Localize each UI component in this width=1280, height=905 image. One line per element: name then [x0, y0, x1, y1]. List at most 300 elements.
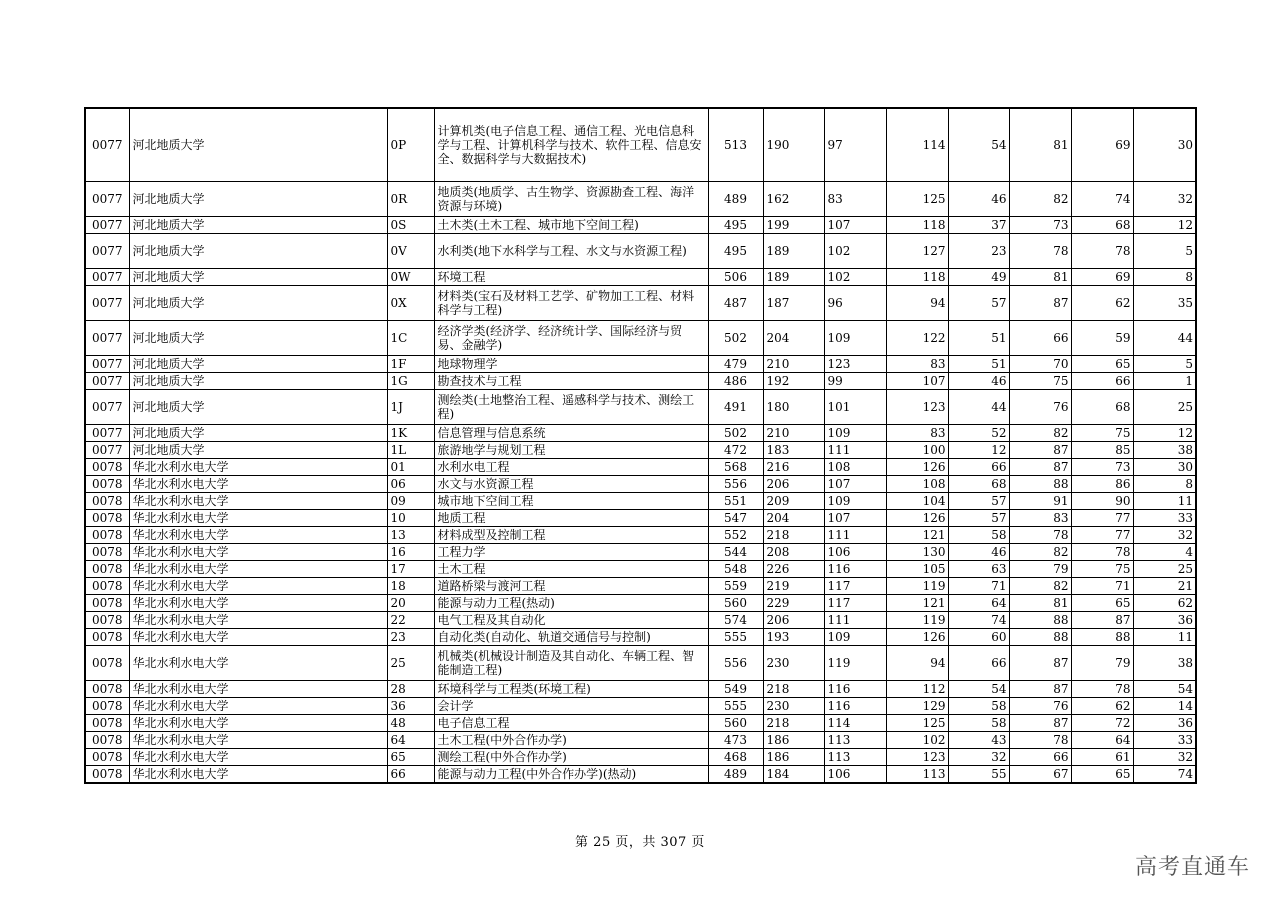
- table-row: [85, 442, 1196, 459]
- major-code-cell: 1C: [387, 321, 434, 356]
- score-cell: 552: [708, 527, 763, 544]
- score-cell: 119: [886, 612, 948, 629]
- table-row: [85, 646, 1196, 681]
- score-cell: 4: [1133, 544, 1196, 561]
- score-cell: 506: [708, 269, 763, 286]
- score-cell: 489: [708, 766, 763, 784]
- score-cell: 209: [763, 493, 824, 510]
- score-cell: 25: [1133, 390, 1196, 425]
- score-cell: 502: [708, 321, 763, 356]
- table-row: [85, 629, 1196, 646]
- score-cell: 87: [1009, 442, 1071, 459]
- score-cell: 486: [708, 373, 763, 390]
- score-cell: 125: [886, 182, 948, 217]
- school-code-cell: 0078: [85, 749, 129, 766]
- score-cell: 183: [763, 442, 824, 459]
- score-cell: 66: [1071, 373, 1133, 390]
- score-cell: 114: [824, 715, 886, 732]
- score-cell: 65: [1071, 766, 1133, 784]
- score-cell: 88: [1009, 612, 1071, 629]
- major-name-cell: 工程力学: [434, 544, 708, 561]
- page-number: 第 25 页，共 307 页: [575, 835, 705, 850]
- score-cell: 102: [824, 234, 886, 269]
- school-code-cell: 0078: [85, 715, 129, 732]
- score-cell: 107: [886, 373, 948, 390]
- score-cell: 68: [948, 476, 1009, 493]
- school-name-cell: 华北水利水电大学: [129, 510, 387, 527]
- score-cell: 544: [708, 544, 763, 561]
- score-cell: 83: [886, 356, 948, 373]
- score-cell: 83: [1009, 510, 1071, 527]
- score-cell: 184: [763, 766, 824, 784]
- score-cell: 204: [763, 510, 824, 527]
- score-cell: 38: [1133, 442, 1196, 459]
- score-cell: 51: [948, 356, 1009, 373]
- score-cell: 83: [886, 425, 948, 442]
- score-cell: 25: [1133, 561, 1196, 578]
- major-code-cell: 06: [387, 476, 434, 493]
- major-name-cell: 测绘工程(中外合作办学): [434, 749, 708, 766]
- score-cell: 479: [708, 356, 763, 373]
- score-cell: 119: [886, 578, 948, 595]
- major-code-cell: 18: [387, 578, 434, 595]
- school-code-cell: 0078: [85, 629, 129, 646]
- score-cell: 107: [824, 476, 886, 493]
- watermark-logo: 高考直通车: [1134, 855, 1250, 880]
- score-cell: 118: [886, 217, 948, 234]
- school-name-cell: 华北水利水电大学: [129, 595, 387, 612]
- school-code-cell: 0078: [85, 493, 129, 510]
- table-row: [85, 561, 1196, 578]
- score-cell: 112: [886, 681, 948, 698]
- score-cell: 68: [1071, 390, 1133, 425]
- school-code-cell: 0078: [85, 732, 129, 749]
- score-cell: 121: [886, 595, 948, 612]
- score-cell: 111: [824, 612, 886, 629]
- score-cell: 12: [1133, 425, 1196, 442]
- score-cell: 472: [708, 442, 763, 459]
- table-row: [85, 459, 1196, 476]
- score-cell: 78: [1009, 732, 1071, 749]
- major-code-cell: 13: [387, 527, 434, 544]
- score-cell: 218: [763, 715, 824, 732]
- major-code-cell: 09: [387, 493, 434, 510]
- school-code-cell: 0077: [85, 356, 129, 373]
- score-cell: 199: [763, 217, 824, 234]
- school-name-cell: 华北水利水电大学: [129, 612, 387, 629]
- score-cell: 77: [1071, 510, 1133, 527]
- major-name-cell: 材料类(宝石及材料工艺学、矿物加工工程、材料科学与工程): [434, 286, 708, 321]
- score-cell: 123: [886, 390, 948, 425]
- score-cell: 36: [1133, 612, 1196, 629]
- score-cell: 468: [708, 749, 763, 766]
- score-cell: 81: [1009, 269, 1071, 286]
- score-cell: 60: [948, 629, 1009, 646]
- score-cell: 125: [886, 715, 948, 732]
- score-cell: 116: [824, 698, 886, 715]
- score-cell: 85: [1071, 442, 1133, 459]
- major-code-cell: 20: [387, 595, 434, 612]
- score-cell: 69: [1071, 269, 1133, 286]
- school-name-cell: 河北地质大学: [129, 217, 387, 234]
- score-cell: 226: [763, 561, 824, 578]
- score-cell: 208: [763, 544, 824, 561]
- major-name-cell: 地质工程: [434, 510, 708, 527]
- table-row: [85, 527, 1196, 544]
- score-cell: 210: [763, 356, 824, 373]
- score-cell: 71: [948, 578, 1009, 595]
- score-cell: 87: [1009, 286, 1071, 321]
- table-row: [85, 766, 1196, 784]
- school-code-cell: 0078: [85, 612, 129, 629]
- major-code-cell: 48: [387, 715, 434, 732]
- score-cell: 180: [763, 390, 824, 425]
- school-code-cell: 0077: [85, 442, 129, 459]
- score-cell: 556: [708, 646, 763, 681]
- score-cell: 75: [1071, 561, 1133, 578]
- score-cell: 58: [948, 527, 1009, 544]
- score-cell: 109: [824, 321, 886, 356]
- score-cell: 72: [1071, 715, 1133, 732]
- score-cell: 118: [886, 269, 948, 286]
- table-row: [85, 356, 1196, 373]
- score-cell: 62: [1071, 698, 1133, 715]
- score-cell: 57: [948, 510, 1009, 527]
- score-cell: 81: [1009, 108, 1071, 182]
- score-cell: 162: [763, 182, 824, 217]
- score-cell: 82: [1009, 578, 1071, 595]
- score-cell: 116: [824, 561, 886, 578]
- score-cell: 62: [1071, 286, 1133, 321]
- score-cell: 107: [824, 510, 886, 527]
- score-cell: 11: [1133, 493, 1196, 510]
- school-code-cell: 0078: [85, 459, 129, 476]
- table-row: [85, 749, 1196, 766]
- major-code-cell: 0V: [387, 234, 434, 269]
- school-name-cell: 华北水利水电大学: [129, 715, 387, 732]
- score-cell: 32: [1133, 749, 1196, 766]
- score-cell: 46: [948, 182, 1009, 217]
- major-code-cell: 1J: [387, 390, 434, 425]
- school-code-cell: 0078: [85, 527, 129, 544]
- score-cell: 186: [763, 749, 824, 766]
- score-cell: 491: [708, 390, 763, 425]
- school-name-cell: 河北地质大学: [129, 234, 387, 269]
- score-cell: 30: [1133, 108, 1196, 182]
- score-cell: 38: [1133, 646, 1196, 681]
- score-cell: 87: [1009, 646, 1071, 681]
- major-name-cell: 能源与动力工程(中外合作办学)(热动): [434, 766, 708, 784]
- major-code-cell: 0R: [387, 182, 434, 217]
- score-cell: 14: [1133, 698, 1196, 715]
- major-name-cell: 会计学: [434, 698, 708, 715]
- score-cell: 113: [824, 749, 886, 766]
- score-cell: 74: [1133, 766, 1196, 784]
- score-cell: 495: [708, 234, 763, 269]
- school-name-cell: 华北水利水电大学: [129, 561, 387, 578]
- score-cell: 65: [1071, 356, 1133, 373]
- score-cell: 43: [948, 732, 1009, 749]
- score-cell: 66: [1009, 321, 1071, 356]
- major-code-cell: 0P: [387, 108, 434, 182]
- score-cell: 551: [708, 493, 763, 510]
- score-cell: 78: [1009, 527, 1071, 544]
- score-cell: 83: [824, 182, 886, 217]
- major-name-cell: 电气工程及其自动化: [434, 612, 708, 629]
- score-cell: 74: [948, 612, 1009, 629]
- score-cell: 12: [948, 442, 1009, 459]
- major-code-cell: 36: [387, 698, 434, 715]
- major-name-cell: 地球物理学: [434, 356, 708, 373]
- score-cell: 109: [824, 425, 886, 442]
- score-cell: 23: [948, 234, 1009, 269]
- score-cell: 82: [1009, 425, 1071, 442]
- score-cell: 126: [886, 459, 948, 476]
- major-code-cell: 10: [387, 510, 434, 527]
- major-code-cell: 65: [387, 749, 434, 766]
- score-cell: 206: [763, 476, 824, 493]
- school-code-cell: 0077: [85, 234, 129, 269]
- table-row: [85, 732, 1196, 749]
- school-code-cell: 0077: [85, 321, 129, 356]
- score-cell: 204: [763, 321, 824, 356]
- score-cell: 113: [824, 732, 886, 749]
- score-cell: 127: [886, 234, 948, 269]
- school-name-cell: 华北水利水电大学: [129, 732, 387, 749]
- score-cell: 32: [1133, 527, 1196, 544]
- table-row: [85, 612, 1196, 629]
- score-cell: 230: [763, 646, 824, 681]
- score-cell: 189: [763, 234, 824, 269]
- score-cell: 230: [763, 698, 824, 715]
- score-cell: 63: [948, 561, 1009, 578]
- score-cell: 54: [1133, 681, 1196, 698]
- major-name-cell: 勘查技术与工程: [434, 373, 708, 390]
- score-cell: 30: [1133, 459, 1196, 476]
- score-cell: 8: [1133, 476, 1196, 493]
- score-cell: 82: [1009, 182, 1071, 217]
- major-name-cell: 电子信息工程: [434, 715, 708, 732]
- school-name-cell: 华北水利水电大学: [129, 493, 387, 510]
- major-name-cell: 水文与水资源工程: [434, 476, 708, 493]
- score-cell: 12: [1133, 217, 1196, 234]
- major-code-cell: 16: [387, 544, 434, 561]
- score-cell: 44: [1133, 321, 1196, 356]
- table-row: [85, 390, 1196, 425]
- score-cell: 129: [886, 698, 948, 715]
- table-row: [85, 425, 1196, 442]
- table-row: [85, 681, 1196, 698]
- major-name-cell: 水利类(地下水科学与工程、水文与水资源工程): [434, 234, 708, 269]
- score-cell: 104: [886, 493, 948, 510]
- score-cell: 555: [708, 698, 763, 715]
- school-code-cell: 0077: [85, 269, 129, 286]
- school-name-cell: 华北水利水电大学: [129, 646, 387, 681]
- school-name-cell: 河北地质大学: [129, 356, 387, 373]
- score-cell: 58: [948, 715, 1009, 732]
- score-cell: 71: [1071, 578, 1133, 595]
- table-body: [85, 108, 1196, 783]
- school-name-cell: 华北水利水电大学: [129, 578, 387, 595]
- major-name-cell: 土木工程(中外合作办学): [434, 732, 708, 749]
- score-cell: 51: [948, 321, 1009, 356]
- major-name-cell: 环境工程: [434, 269, 708, 286]
- score-cell: 5: [1133, 356, 1196, 373]
- score-cell: 87: [1071, 612, 1133, 629]
- school-code-cell: 0078: [85, 578, 129, 595]
- score-cell: 88: [1071, 629, 1133, 646]
- score-cell: 74: [1071, 182, 1133, 217]
- score-cell: 88: [1009, 629, 1071, 646]
- school-name-cell: 华北水利水电大学: [129, 766, 387, 784]
- score-cell: 495: [708, 217, 763, 234]
- major-name-cell: 旅游地学与规划工程: [434, 442, 708, 459]
- table-row: [85, 698, 1196, 715]
- score-cell: 78: [1071, 234, 1133, 269]
- major-code-cell: 22: [387, 612, 434, 629]
- score-cell: 559: [708, 578, 763, 595]
- major-code-cell: 28: [387, 681, 434, 698]
- score-cell: 67: [1009, 766, 1071, 784]
- major-code-cell: 1L: [387, 442, 434, 459]
- score-cell: 126: [886, 510, 948, 527]
- major-name-cell: 测绘类(土地整治工程、遥感科学与技术、测绘工程): [434, 390, 708, 425]
- score-cell: 1: [1133, 373, 1196, 390]
- score-cell: 123: [824, 356, 886, 373]
- school-code-cell: 0078: [85, 698, 129, 715]
- major-code-cell: 0S: [387, 217, 434, 234]
- school-name-cell: 华北水利水电大学: [129, 476, 387, 493]
- score-cell: 49: [948, 269, 1009, 286]
- score-cell: 105: [886, 561, 948, 578]
- school-name-cell: 华北水利水电大学: [129, 749, 387, 766]
- score-cell: 489: [708, 182, 763, 217]
- table-row: [85, 234, 1196, 269]
- score-cell: 574: [708, 612, 763, 629]
- score-cell: 229: [763, 595, 824, 612]
- school-name-cell: 河北地质大学: [129, 390, 387, 425]
- school-name-cell: 华北水利水电大学: [129, 629, 387, 646]
- score-cell: 121: [886, 527, 948, 544]
- score-cell: 487: [708, 286, 763, 321]
- score-cell: 187: [763, 286, 824, 321]
- score-cell: 57: [948, 286, 1009, 321]
- major-name-cell: 材料成型及控制工程: [434, 527, 708, 544]
- school-code-cell: 0078: [85, 595, 129, 612]
- score-cell: 111: [824, 527, 886, 544]
- score-cell: 76: [1009, 390, 1071, 425]
- score-cell: 73: [1009, 217, 1071, 234]
- major-name-cell: 经济学类(经济学、经济统计学、国际经济与贸易、金融学): [434, 321, 708, 356]
- score-cell: 126: [886, 629, 948, 646]
- school-name-cell: 河北地质大学: [129, 108, 387, 182]
- score-cell: 107: [824, 217, 886, 234]
- score-cell: 66: [1009, 749, 1071, 766]
- score-cell: 106: [824, 544, 886, 561]
- major-name-cell: 信息管理与信息系统: [434, 425, 708, 442]
- table-row: [85, 510, 1196, 527]
- score-cell: 62: [1133, 595, 1196, 612]
- score-cell: 216: [763, 459, 824, 476]
- school-name-cell: 河北地质大学: [129, 182, 387, 217]
- score-cell: 78: [1009, 234, 1071, 269]
- score-cell: 99: [824, 373, 886, 390]
- score-cell: 66: [948, 459, 1009, 476]
- school-name-cell: 河北地质大学: [129, 442, 387, 459]
- table-row: [85, 476, 1196, 493]
- score-cell: 57: [948, 493, 1009, 510]
- score-cell: 502: [708, 425, 763, 442]
- score-cell: 108: [886, 476, 948, 493]
- major-name-cell: 土木类(土木工程、城市地下空间工程): [434, 217, 708, 234]
- score-cell: 54: [948, 681, 1009, 698]
- score-cell: 77: [1071, 527, 1133, 544]
- school-name-cell: 河北地质大学: [129, 321, 387, 356]
- score-cell: 560: [708, 715, 763, 732]
- major-name-cell: 环境科学与工程类(环境工程): [434, 681, 708, 698]
- major-name-cell: 城市地下空间工程: [434, 493, 708, 510]
- score-cell: 11: [1133, 629, 1196, 646]
- score-cell: 86: [1071, 476, 1133, 493]
- school-name-cell: 华北水利水电大学: [129, 681, 387, 698]
- major-name-cell: 道路桥梁与渡河工程: [434, 578, 708, 595]
- school-name-cell: 河北地质大学: [129, 286, 387, 321]
- score-cell: 560: [708, 595, 763, 612]
- score-cell: 21: [1133, 578, 1196, 595]
- table-row: [85, 108, 1196, 182]
- score-cell: 547: [708, 510, 763, 527]
- major-code-cell: 1F: [387, 356, 434, 373]
- score-cell: 78: [1071, 544, 1133, 561]
- score-cell: 108: [824, 459, 886, 476]
- table-row: [85, 217, 1196, 234]
- score-cell: 79: [1071, 646, 1133, 681]
- major-code-cell: 0X: [387, 286, 434, 321]
- school-code-cell: 0077: [85, 286, 129, 321]
- table-row: [85, 286, 1196, 321]
- score-cell: 513: [708, 108, 763, 182]
- score-cell: 61: [1071, 749, 1133, 766]
- major-code-cell: 1K: [387, 425, 434, 442]
- score-cell: 189: [763, 269, 824, 286]
- school-code-cell: 0078: [85, 544, 129, 561]
- score-cell: 55: [948, 766, 1009, 784]
- school-code-cell: 0077: [85, 373, 129, 390]
- major-name-cell: 计算机类(电子信息工程、通信工程、光电信息科学与工程、计算机科学与技术、软件工程、信息安全、数据科学与大数据技术): [434, 108, 708, 182]
- score-cell: 66: [948, 646, 1009, 681]
- score-cell: 555: [708, 629, 763, 646]
- score-cell: 69: [1071, 108, 1133, 182]
- score-cell: 90: [1071, 493, 1133, 510]
- major-name-cell: 地质类(地质学、古生物学、资源勘查工程、海洋资源与环境): [434, 182, 708, 217]
- school-code-cell: 0078: [85, 510, 129, 527]
- school-code-cell: 0078: [85, 681, 129, 698]
- school-name-cell: 华北水利水电大学: [129, 544, 387, 561]
- score-cell: 78: [1071, 681, 1133, 698]
- table-row: [85, 373, 1196, 390]
- score-cell: 37: [948, 217, 1009, 234]
- score-cell: 106: [824, 766, 886, 784]
- score-cell: 88: [1009, 476, 1071, 493]
- score-cell: 44: [948, 390, 1009, 425]
- score-cell: 116: [824, 681, 886, 698]
- score-cell: 59: [1071, 321, 1133, 356]
- score-cell: 32: [1133, 182, 1196, 217]
- score-cell: 101: [824, 390, 886, 425]
- score-cell: 70: [1009, 356, 1071, 373]
- score-cell: 568: [708, 459, 763, 476]
- major-name-cell: 机械类(机械设计制造及其自动化、车辆工程、智能制造工程): [434, 646, 708, 681]
